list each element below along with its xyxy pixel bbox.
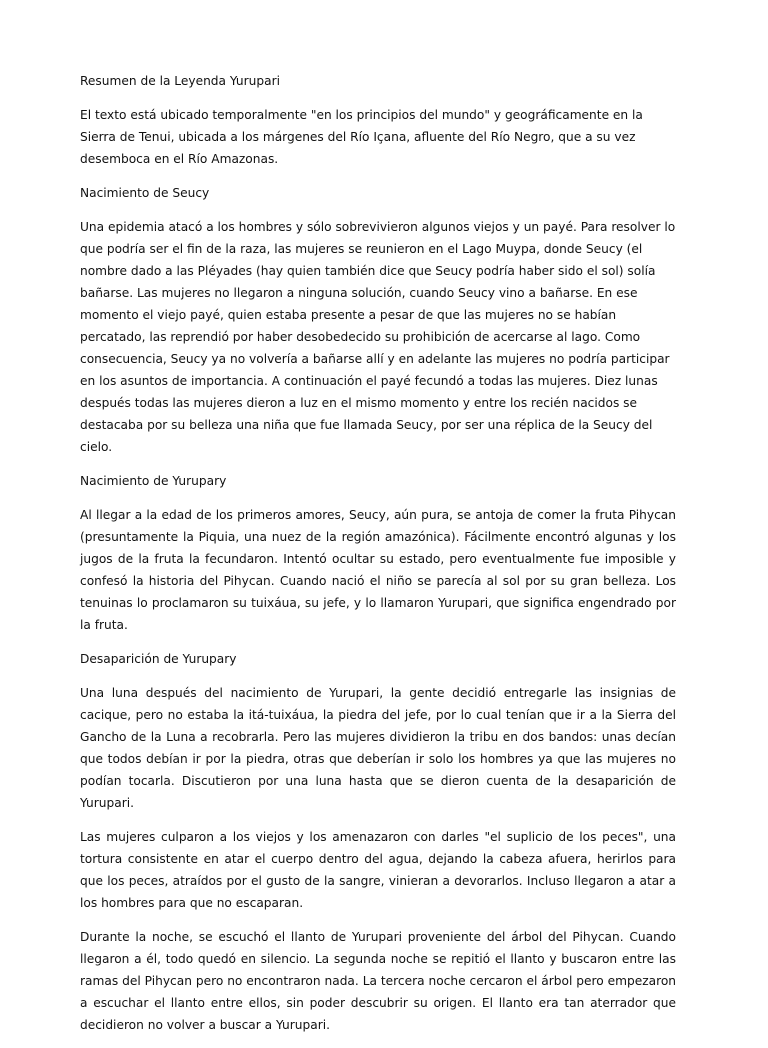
paragraph-nacimiento-yurupary: Al llegar a la edad de los primeros amores, Seucy, aún pura, se antoja de comer la fruta Pihycan (presuntamente la Piquia, una nuez de la región amazónica). Fácilmente encontró algunas y los jugos de la fruta la fecundaron. Intentó ocultar su estado, pero eventualmente fue imposible y confesó la historia del Pihycan. Cuando nació el niño se parecía al sol por su gran belleza. Los tenuinas lo proclamaron su tuixáua, su jefe, y lo llamaron Yurupari, que significa engendrado por la fruta.	[80, 508, 676, 632]
document-page	[80, 70, 676, 1048]
section-heading-nacimiento-yurupary: Nacimiento de Yurupary	[80, 474, 227, 488]
intro-paragraph: El texto está ubicado temporalmente "en los principios del mundo" y geográficamente en la Sierra de Tenui, ubicada a los márgenes del Río Içana, afluente del Río Negro, que a su vez desemboca en el Río Amazonas.	[80, 108, 643, 166]
section-heading-nacimiento-seucy: Nacimiento de Seucy	[80, 186, 210, 200]
section-heading-desaparicion-yurupary: Desaparición de Yurupary	[80, 652, 237, 666]
paragraph-desaparicion-1: Una luna después del nacimiento de Yurupari, la gente decidió entregarle las insignias de cacique, pero no estaba la itá-tuixáua, la piedra del jefe, por lo cual tenían que ir a la Sierra del Gancho de la Luna a recobrarla. Pero las mujeres dividieron la tribu en dos bandos: unas decían que todos debían ir por la piedra, otras que deberían ir solo los hombres ya que las mujeres no podían tocarla. Discutieron por una luna hasta que se dieron cuenta de la desaparición de Yurupari.	[80, 686, 676, 810]
document-title: Resumen de la Leyenda Yurupari	[80, 74, 280, 88]
paragraph-nacimiento-seucy: Una epidemia atacó a los hombres y sólo sobrevivieron algunos viejos y un payé. Para resolver lo que podría ser el fin de la raza, las mujeres se reunieron en el Lago Muypa, donde Seucy (el nombre dado a las Pléyades (hay quien también dice que Seucy podría haber sido el sol) solía bañarse. Las mujeres no llegaron a ninguna solución, cuando Seucy vino a bañarse. En ese momento el viejo payé, quien estaba presente a pesar de que las mujeres no se habían percatado, las reprendió por haber desobedecido su prohibición de acercarse al lago. Como consecuencia, Seucy ya no volvería a bañarse allí y en adelante las mujeres no podría participar en los asuntos de importancia. A continuación el payé fecundó a todas las mujeres. Diez lunas después todas las mujeres dieron a luz en el mismo momento y entre los recién nacidos se destacaba por su belleza una niña que fue llamada Seucy, por ser una réplica de la Seucy del cielo.	[80, 220, 676, 454]
paragraph-desaparicion-2: Las mujeres culparon a los viejos y los amenazaron con darles "el suplicio de los peces", una tortura consistente en atar el cuerpo dentro del agua, dejando la cabeza afuera, herirlos para que los peces, atraídos por el gusto de la sangre, vinieran a devorarlos. Incluso llegaron a atar a los hombres para que no escaparan.	[80, 830, 676, 910]
paragraph-desaparicion-3: Durante la noche, se escuchó el llanto de Yurupari proveniente del árbol del Pihycan. Cuando llegaron a él, todo quedó en silencio. La segunda noche se repitió el llanto y buscaron entre las ramas del Pihycan pero no encontraron nada. La tercera noche cercaron el árbol pero empezaron a escuchar el llanto entre ellos, sin poder descubrir su origen. El llanto era tan aterrador que decidieron no volver a buscar a Yurupari.	[80, 930, 676, 1032]
